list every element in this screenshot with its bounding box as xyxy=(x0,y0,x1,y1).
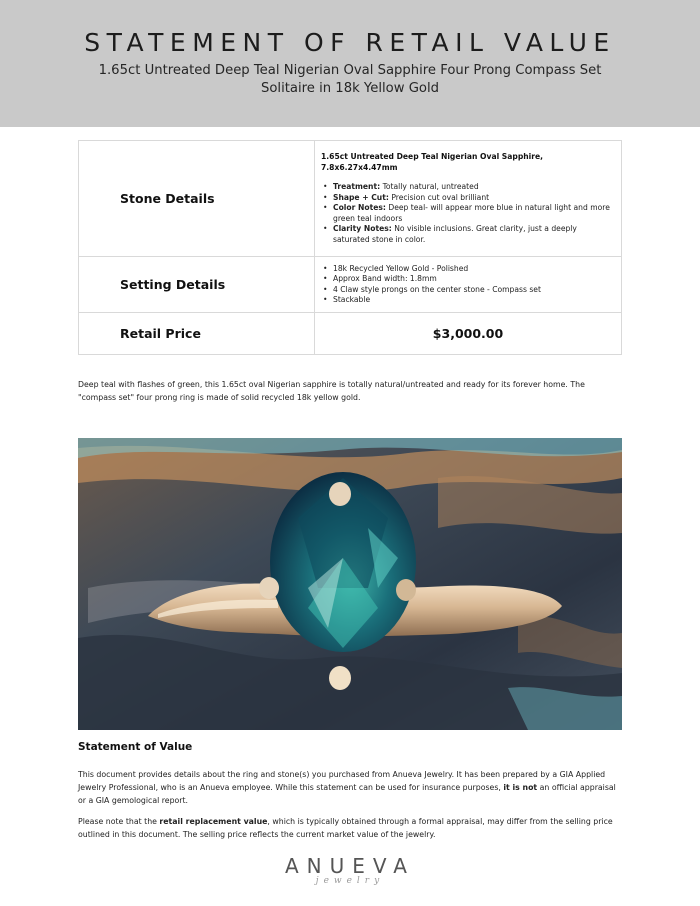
retail-price-row xyxy=(79,313,622,355)
retail-price-value: $3,000.00 xyxy=(315,313,622,355)
stone-details-label: Stone Details xyxy=(79,141,315,257)
anueva-logo xyxy=(250,855,450,886)
list-item: • Stackable xyxy=(321,295,613,306)
stone-details-content xyxy=(315,141,622,257)
ring-photo xyxy=(78,438,622,730)
description-paragraph: Deep teal with flashes of green, this 1.65ct oval Nigerian sapphire is totally natural/untreated and ready for its forever home. The "compass set" four prong ring is made of solid recycled 18k yellow gold. xyxy=(78,380,585,402)
logo-tagline: jewelry xyxy=(315,876,385,886)
details-table xyxy=(78,140,622,355)
stone-details-row xyxy=(79,141,622,257)
list-item: • Color Notes: Deep teal- will appear more blue in natural light and more green teal indoors xyxy=(321,203,613,224)
statement-title: Statement of Value xyxy=(78,741,193,753)
page-title: STATEMENT OF RETAIL VALUE xyxy=(84,28,616,57)
list-item: • 18k Recycled Yellow Gold - Polished xyxy=(321,264,613,275)
list-item: • Clarity Notes: No visible inclusions. Great clarity, just a deeply saturated stone in color. xyxy=(321,224,613,245)
logo-name: ANUEVA xyxy=(284,854,415,878)
setting-details-list xyxy=(321,264,613,306)
stone-title: 1.65ct Untreated Deep Teal Nigerian Oval Sapphire, 7.8x6.27x4.47mm xyxy=(321,152,544,172)
setting-details-row xyxy=(79,257,622,313)
statement-paragraph-2: Please note that the retail replacement value, which is typically obtained through a formal appraisal, may differ from the selling price outlined in this document. The selling price reflects the current market value of the jewelry. xyxy=(78,817,613,839)
list-item: • Shape + Cut: Precision cut oval brilliant xyxy=(321,193,613,204)
setting-details-content xyxy=(315,257,622,313)
page-subtitle: 1.65ct Untreated Deep Teal Nigerian Oval Sapphire Four Prong Compass Set Solitaire in 18k Yellow Gold xyxy=(98,63,602,96)
retail-price-label: Retail Price xyxy=(79,313,315,355)
list-item: • Approx Band width: 1.8mm xyxy=(321,274,613,285)
stone-details-list xyxy=(321,182,613,245)
list-item: • Treatment: Totally natural, untreated xyxy=(321,182,613,193)
setting-details-label: Setting Details xyxy=(79,257,315,313)
header-banner xyxy=(0,0,700,127)
statement-paragraph-1: This document provides details about the ring and stone(s) you purchased from Anueva Jewelry. It has been prepared by a GIA Applied Jewelry Professional, who is an Anueva employee. While this statement can be used for insurance purposes, it is not an official appraisal or a GIA gemological report. xyxy=(78,770,616,805)
list-item: • 4 Claw style prongs on the center stone - Compass set xyxy=(321,285,613,296)
